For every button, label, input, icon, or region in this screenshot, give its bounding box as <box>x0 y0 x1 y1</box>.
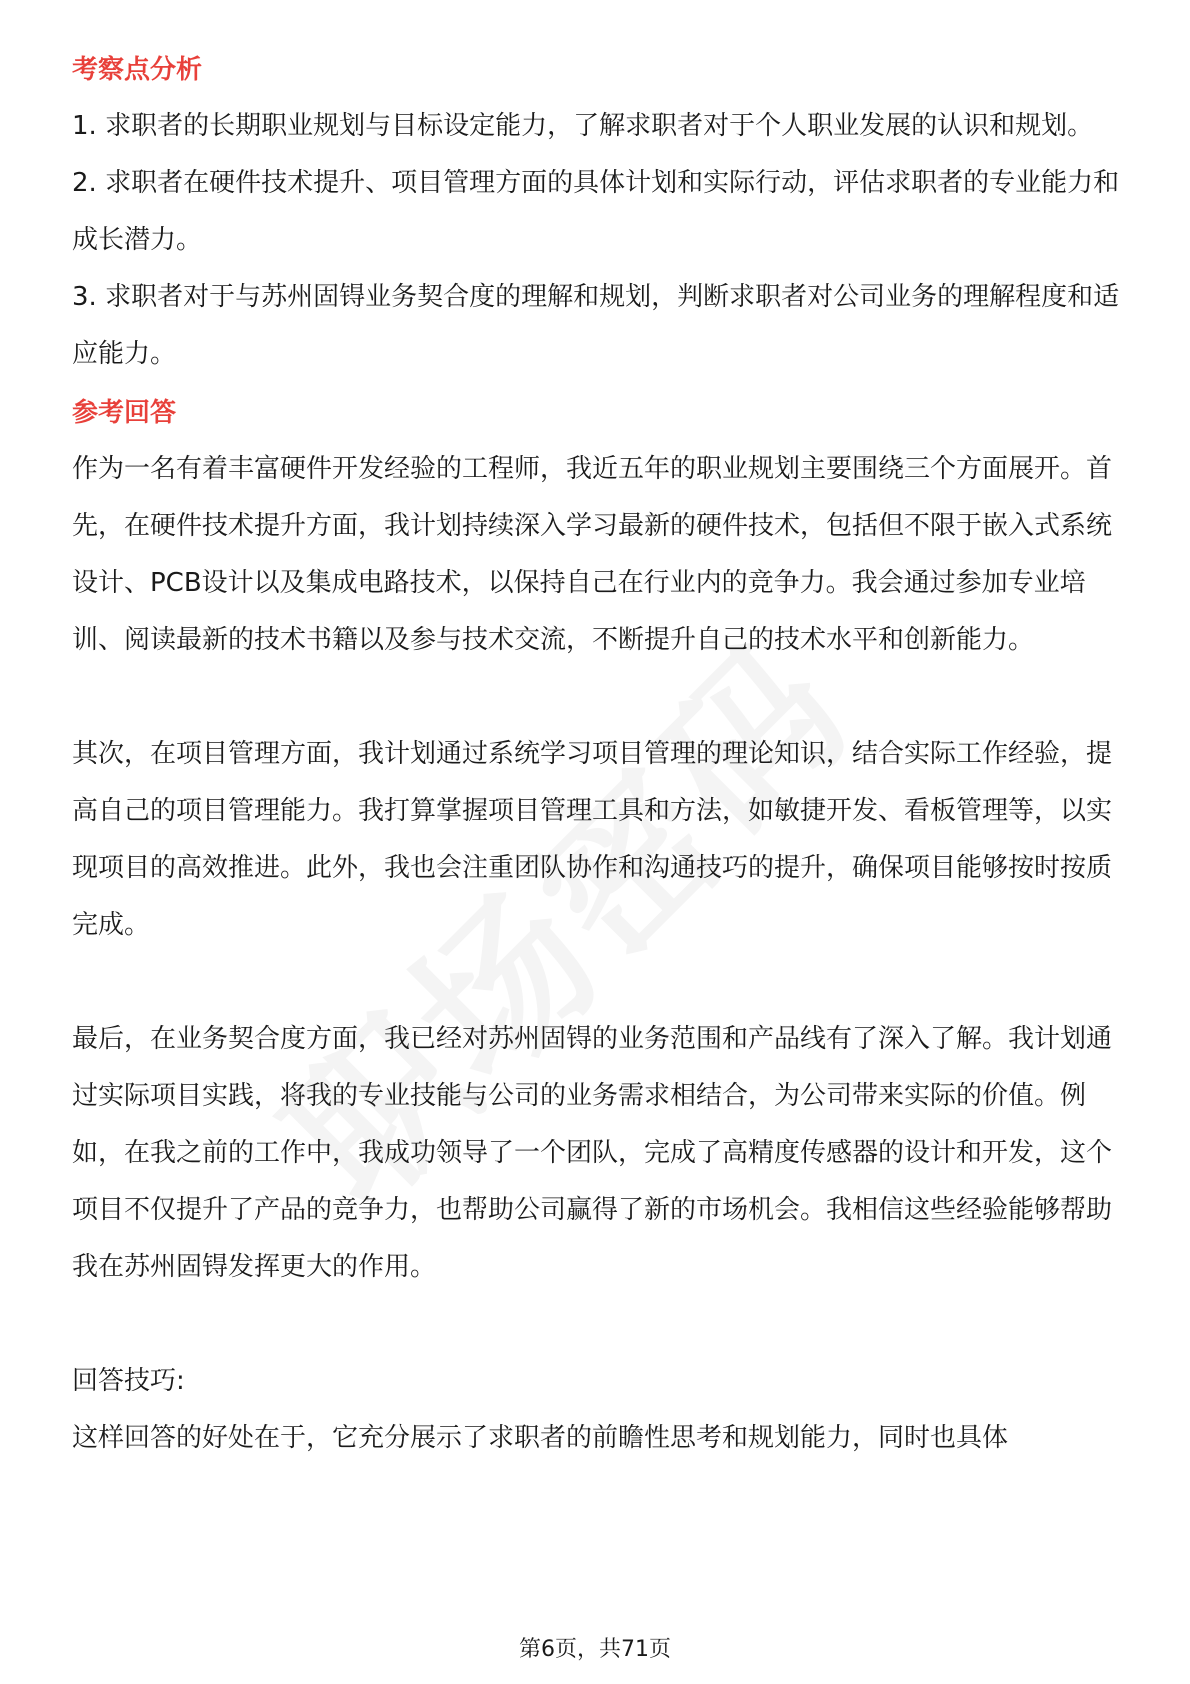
analysis-item-2: 2. 求职者在硬件技术提升、项目管理方面的具体计划和实际行动，评估求职者的专业能力和成长潜力。 <box>72 168 1120 255</box>
document-body <box>72 42 1120 1467</box>
analysis-item-1: 1. 求职者的长期职业规划与目标设定能力，了解求职者对于个人职业发展的认识和规划。 <box>72 111 1094 141</box>
tips-text: 这样回答的好处在于，它充分展示了求职者的前瞻性思考和规划能力，同时也具体 <box>72 1423 1009 1453</box>
tips-title: 回答技巧: <box>72 1366 185 1396</box>
reference-paragraph-2: 其次，在项目管理方面，我计划通过系统学习项目管理的理论知识，结合实际工作经验，提高自己的项目管理能力。我打算掌握项目管理工具和方法，如敏捷开发、看板管理等，以实现项目的高效推进。此外，我也会注重团队协作和沟通技巧的提升，确保项目能够按时按质完成。 <box>72 739 1113 940</box>
reference-paragraph-3: 最后，在业务契合度方面，我已经对苏州固锝的业务范围和产品线有了深入了解。我计划通过实际项目实践，将我的专业技能与公司的业务需求相结合，为公司带来实际的价值。例如，在我之前的工作中，我成功领导了一个团队，完成了高精度传感器的设计和开发，这个项目不仅提升了产品的竞争力，也帮助公司赢得了新的市场机会。我相信这些经验能够帮助我在苏州固锝发挥更大的作用。 <box>72 1024 1113 1282</box>
page-number: 第6页，共71页 <box>519 1637 671 1662</box>
analysis-item-3: 3. 求职者对于与苏州固锝业务契合度的理解和规划，判断求职者对公司业务的理解程度和适应能力。 <box>72 282 1120 369</box>
analysis-title: 考察点分析 <box>72 55 203 85</box>
reference-paragraph-1: 作为一名有着丰富硬件开发经验的工程师，我近五年的职业规划主要围绕三个方面展开。首先，在硬件技术提升方面，我计划持续深入学习最新的硬件技术，包括但不限于嵌入式系统设计、PCB设计以及集成电路技术，以保持自己在行业内的竞争力。我会通过参加专业培训、阅读最新的技术书籍以及参与技术交流，不断提升自己的技术水平和创新能力。 <box>72 454 1113 655</box>
reference-title: 参考回答 <box>72 398 177 428</box>
